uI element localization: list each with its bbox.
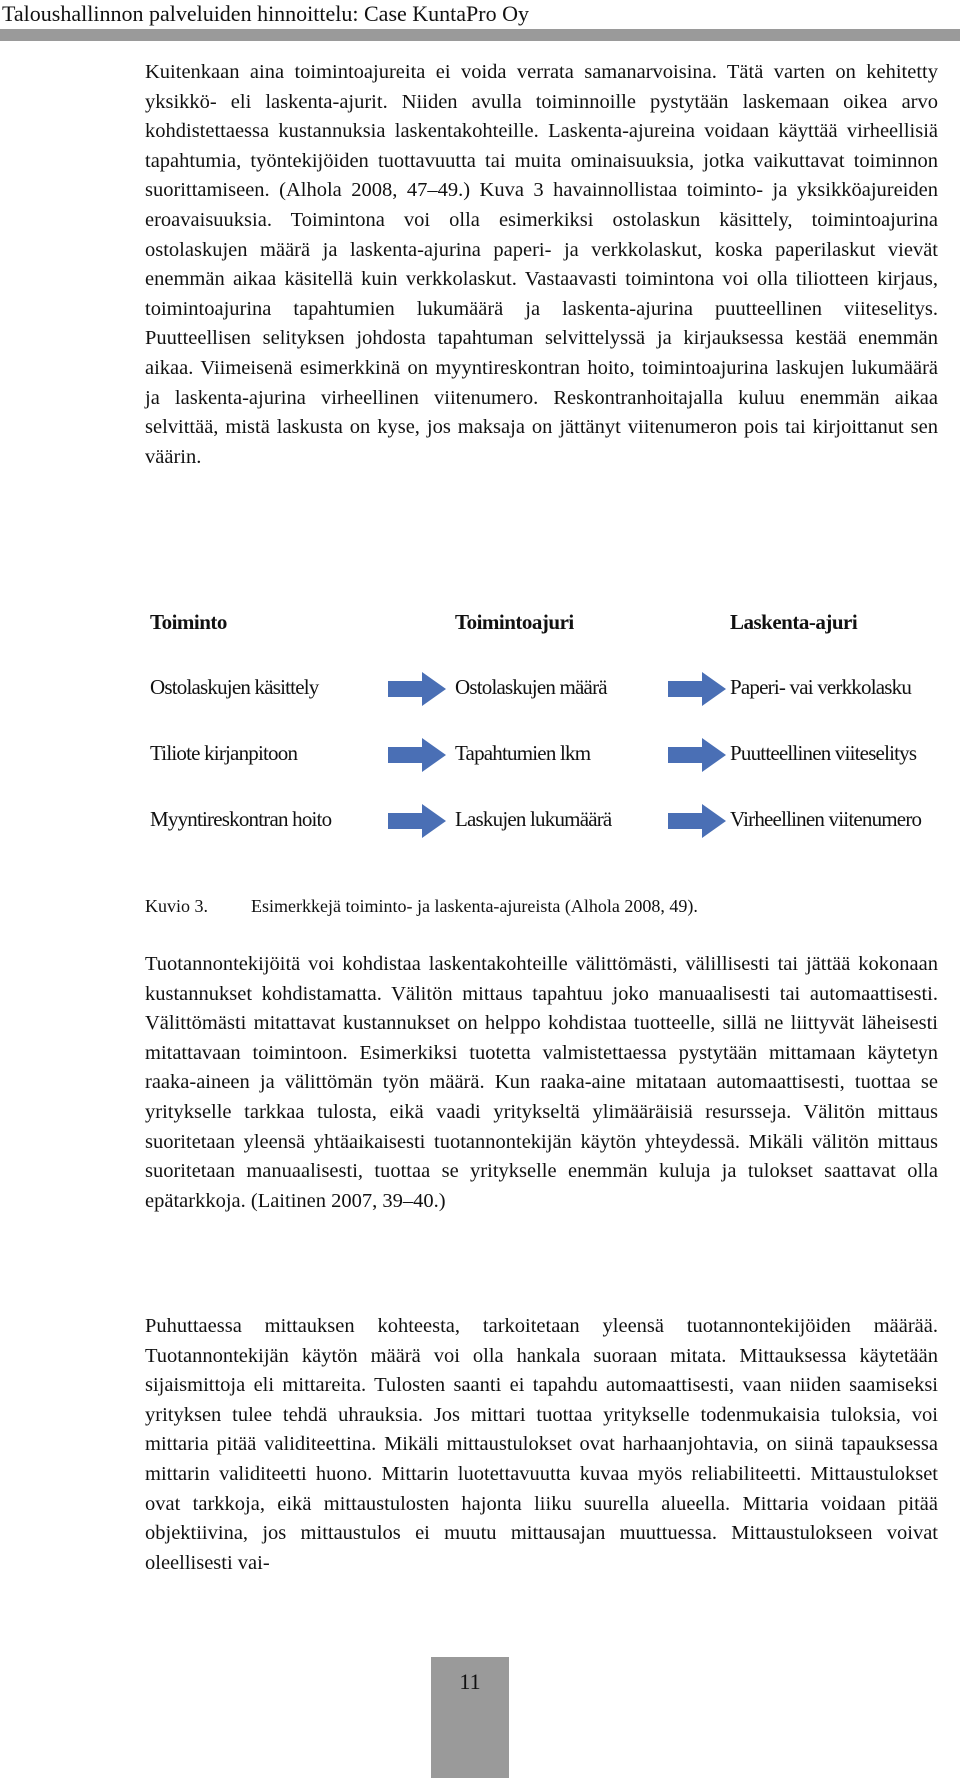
figure-row-1-unit-driver: Paperi- vai verkkolasku — [730, 675, 912, 699]
figure-row-3-unit-driver: Virheellinen viitenumero — [730, 807, 922, 831]
page-header — [0, 0, 960, 42]
figure-row-3-activity: Myyntireskontran hoito — [150, 807, 332, 831]
figure-header-activity: Toiminto — [150, 610, 227, 634]
body-paragraph-2: Tuotannontekijöitä voi kohdistaa laskentakohteille välittömästi, välillisesti tai jättää kokonaan kustannukset kohdistamatta. Välitön mittaus tapahtuu joko manuaalisesti tai automaattisesti. Välittömästi mitattavat kustannukset on helppo kohdistaa tuotteelle, sillä ne liittyvät läheisesti mitattavaan toimintoon. Esimerkiksi tuotetta valmistettaessa pystytään mittamaan käytetyn raaka-aineen ja välittömän työn määrä. Kun raaka-aine mitataan automaattisesti, tuottaa se yritykselle tarkkaa tulosta, eikä vaadi yritykseltä ylimääräisiä resursseja. Välitön mittaus suoritetaan yleensä yhtäaikaisesti tuotannontekijän käytön yhteydessä. Mikäli välitön mittaus suoritetaan manuaalisesti, tuottaa se yritykselle enemmän kuluja ja tulokset saattavat olla epätarkkoja. (Laitinen 2007, 39–40.) — [145, 953, 938, 1212]
right-arrow-icon — [668, 672, 726, 706]
figure-row-3-driver: Laskujen lukumäärä — [455, 807, 612, 831]
figure-row-1-driver: Ostolaskujen määrä — [455, 675, 607, 699]
figure-caption — [145, 896, 698, 917]
figure-caption-text: Esimerkkejä toiminto- ja laskenta-ajureista (Alhola 2008, 49). — [251, 896, 698, 916]
right-arrow-icon — [668, 738, 726, 772]
figure-row-2-activity: Tiliote kirjanpitoon — [150, 741, 298, 765]
right-arrow-icon — [388, 738, 446, 772]
figure-row-2-driver: Tapahtumien lkm — [455, 741, 591, 765]
figure-header-unit-driver: Laskenta-ajuri — [730, 610, 858, 634]
right-arrow-icon — [668, 804, 726, 838]
figure-caption-label: Kuvio 3. — [145, 896, 208, 916]
page-number-box — [431, 1657, 509, 1778]
right-arrow-icon — [388, 804, 446, 838]
document-title: Taloushallinnon palveluiden hinnoittelu: Case KuntaPro Oy — [2, 1, 529, 26]
header-rule — [0, 29, 960, 41]
figure-driver-examples — [0, 600, 960, 860]
figure-row-1-activity: Ostolaskujen käsittely — [150, 675, 319, 699]
page-number: 11 — [459, 1669, 481, 1694]
body-paragraph-1: Kuitenkaan aina toimintoajureita ei voida verrata samanarvoisina. Tätä varten on kehitetty yksikkö- eli laskenta-ajurit. Niiden avulla toiminnoille pystytään laskemaan oikea arvo kohdistettaessa kustannuksia laskentakohteille. Laskenta-ajureina voidaan käyttää virheellisiä tapahtumia, työntekijöiden tuottavuutta tai muita ominaisuuksia, jotka vaikuttavat toiminnon suorittamiseen. (Alhola 2008, 47–49.) Kuva 3 havainnollistaa toiminto- ja yksikköajureiden eroavaisuuksia. Toimintona voi olla esimerkiksi ostolaskun käsittely, toimintoajurina ostolaskujen määrä ja laskenta-ajurina paperi- ja verkkolaskut, koska paperilaskut vievät enemmän aikaa käsitellä kuin verkkolaskut. Vastaavasti toimintona voi olla tiliotteen kirjaus, toimintoajurina tapahtumien lukumäärä ja laskenta-ajurina puutteellinen viiteselitys. Puutteellisen selityksen johdosta tapahtuman selvittelyssä ja kirjauksessa kestää enemmän aikaa. Viimeisenä esimerkkinä on myyntireskontran hoito, toimintoajurina laskujen lukumäärä ja laskenta-ajurina virheellinen viitenumero. Reskontranhoitajalla kuluu enemmän aikaa selvittää, mistä laskusta on kyse, jos maksaja on jättänyt viitenumeron pois tai kirjoittanut sen väärin. — [145, 61, 938, 468]
right-arrow-icon — [388, 672, 446, 706]
figure-row-2-unit-driver: Puutteellinen viiteselitys — [730, 741, 917, 765]
figure-header-activity-driver: Toimintoajuri — [455, 610, 574, 634]
body-paragraph-3: Puhuttaessa mittauksen kohteesta, tarkoitetaan yleensä tuotannontekijöiden määrää. Tuotannontekijän käytön määrä voi olla hankala suoraan mitata. Mittauksessa käytetään sijaismittoja eli mittareita. Tulosten saanti ei tapahdu automaattisesti, vaan niiden saamiseksi yrityksen tulee tehdä uhrauksia. Jos mittari tuottaa yritykselle todenmukaisia tuloksia, voi mittaria pitää validiteettina. Mikäli mittaustulokset ovat harhaanjohtavia, on siinä tapauksessa mittarin validiteetti huono. Mittarin luotettavuutta kuvaa myös reliabiliteetti. Mittaustulokset ovat tarkkoja, eikä mittaustulosten hajonta liiku suurella alueella. Mittaria voidaan pitää objektiivina, jos mittaustulos ei muutu mittausajan muuttuessa. Mittaustulokseen voivat oleellisesti vai- — [145, 1315, 938, 1574]
